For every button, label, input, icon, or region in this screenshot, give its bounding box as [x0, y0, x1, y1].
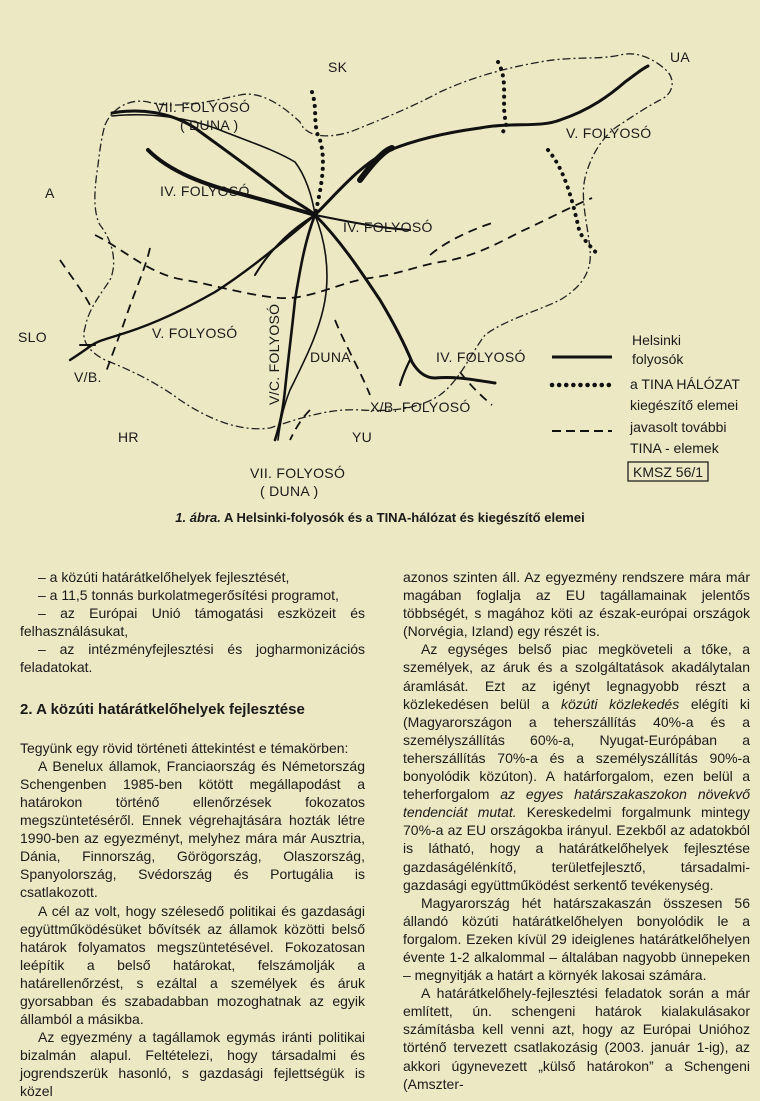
section-heading: 2. A közúti határátkelőhelyek fejlesztése — [20, 700, 305, 718]
figure-caption — [0, 510, 760, 525]
legend-proposed-1: javasolt további — [630, 419, 727, 435]
map-label-vii-bottom-2: ( DUNA ) — [260, 483, 319, 499]
paragraph: Az egyezmény a tagállamok egymás iránti politikai bizalmán alapul. Feltételezi, hogy társadalmi és jogrendszerük hasonló, s gazdasági fejlettségük is közel — [20, 1029, 365, 1100]
map-label-iv-west: IV. FOLYOSÓ — [160, 183, 250, 199]
bullet-item: – az intézményfejlesztési és jogharmonizációs feladatokat. — [20, 641, 365, 676]
legend-tina-2: kiegészítő elemei — [630, 397, 739, 413]
map-label-hr: HR — [118, 429, 139, 445]
figure-title: A Helsinki-folyosók és a TINA-hálózat és kiegészítő elemei — [223, 510, 585, 525]
left-column — [20, 568, 365, 1101]
map-label-vc: V/C. FOLYOSÓ — [266, 303, 282, 405]
paragraph: A cél az volt, hogy szélesedő politikai és gazdasági együttműködésüket bővítsék az államok közötti belső határok folyamatos megszüntetésével. Fokozatosan leépítik a belső határokat, felszámolják a határellenőrzést, s ezáltal a személyek és áruk gyorsabban és szabadabban mozoghatnak az egyik államból a másikba. — [20, 902, 365, 1028]
map-label-duna: DUNA — [310, 349, 351, 365]
paragraph: A Benelux államok, Franciaország és Németország Schengenben 1985-ben kötött megállapodást a határokon történő ellenőrzések fokozatos megszüntetéséről. Ennek végrehajtására hozták létre 1990-ben az egyezményt, melyhez mára már Ausztria, Dánia, Finnország, Görögország, Olaszország, Spanyolország, Svédország és Portugália is csatlakozott. — [20, 757, 365, 901]
bullet-item: – a 11,5 tonnás burkolatmegerősítési programot, — [38, 587, 339, 604]
bullet-item: – a közúti határátkelőhelyek fejlesztését, — [38, 569, 290, 585]
paragraph: azonos szinten áll. Az egyezmény rendszere mára már magában foglalja az EU tagállamainak jelentős többségét, s magához köti az észak-európai országok (Norvégia, Izland) egy részét is. — [403, 569, 750, 640]
map-label-v-west: V. FOLYOSÓ — [152, 325, 238, 341]
map-label-slo: SLO — [18, 329, 47, 345]
proposed-tina — [60, 198, 592, 440]
map-label-v-east: V. FOLYOSÓ — [566, 125, 652, 141]
emphasis: közúti közlekedés — [560, 695, 680, 712]
legend-tina-1: a TINA HÁLÓZAT — [630, 376, 740, 392]
figure-number: 1. ábra. — [175, 510, 221, 525]
map-label-vb: V/B. — [74, 369, 102, 385]
paragraph — [403, 640, 750, 893]
map-label-yu: YU — [352, 429, 373, 445]
map-label-a: A — [45, 185, 55, 201]
map-label-vii-top-2: ( DUNA ) — [180, 117, 239, 133]
map-legend — [552, 332, 740, 481]
paragraph: A határátkelőhely-fejlesztési feladatok során a már említett, ún. schengeni határok kialakulásakor számításba kell venni azt, hogy az Európai Unióhoz történő tervezett csatlakozásig (2003. január 1-ig), az akkori úgynevezett „külső határokon” a Schengeni (Amszter- — [403, 985, 750, 1092]
legend-proposed-2: TINA - elemek — [630, 440, 719, 456]
map-label-vii-bottom-1: VII. FOLYOSÓ — [250, 465, 346, 481]
paragraph: Magyarország hét határszakaszán összesen 56 állandó közúti határátkelőhelyen bonyolódik le a forgalom. Ezeken kívül 29 ideiglenes határátkelőhelyen évente 1-2 alkalommal – általában nagyobb ünnepeken – megnyitják a határt a környék lakosai számára. — [403, 894, 750, 984]
map-label-iv-south: IV. FOLYOSÓ — [436, 349, 526, 365]
text-run: Kereskedelmi forgalmunk mintegy 70%-a az EU országokba irányul. Ezekből az adatokból is látható, hogy a határátkelőhelyek fejlesztése gazdaságélénkítő, területfejlesztő, társadalmi-gazdasági együttműködést serkentő tevékenység. — [403, 804, 750, 893]
corridor-map — [0, 0, 760, 510]
text-run: Az egységes belső piac megköveteli a tőke, a személyek, az áruk és a szolgáltatások akadálytalan áramlását. Ezt az igényt legnagyobb részt a közlekedésen belül a — [403, 641, 750, 712]
legend-code: KMSZ 56/1 — [633, 464, 704, 480]
map-label-ua: UA — [670, 49, 691, 65]
text-run: elégíti ki (Magyarországon a teherszállítás 40%-a és a személyszállítás 60%-a, Nyugat-Európában a teherszállítás 70%-a és a személyszállítás 90%-a bonyolódik közúton). A határforgalom, ezen belül a teherforgalom — [403, 695, 750, 803]
map-label-sk: SK — [328, 59, 348, 75]
map-label-xb: X/B. FOLYOSÓ — [370, 399, 471, 415]
emphasis: az egyes határszakaszokon növekvő tendenciát mutat. — [403, 786, 750, 821]
bullet-item: – az Európai Unió támogatási eszközeit és felhasználásukat, — [20, 605, 365, 640]
map-label-vii-top-1: VII. FOLYOSÓ — [155, 99, 251, 115]
legend-helsinki-1: Helsinki — [632, 332, 682, 348]
right-column — [403, 568, 750, 1093]
legend-helsinki-2: folyosók — [632, 351, 684, 367]
paragraph: Tegyünk egy rövid történeti áttekintést e témakörben: — [20, 739, 349, 756]
map-label-iv-center: IV. FOLYOSÓ — [343, 219, 433, 235]
